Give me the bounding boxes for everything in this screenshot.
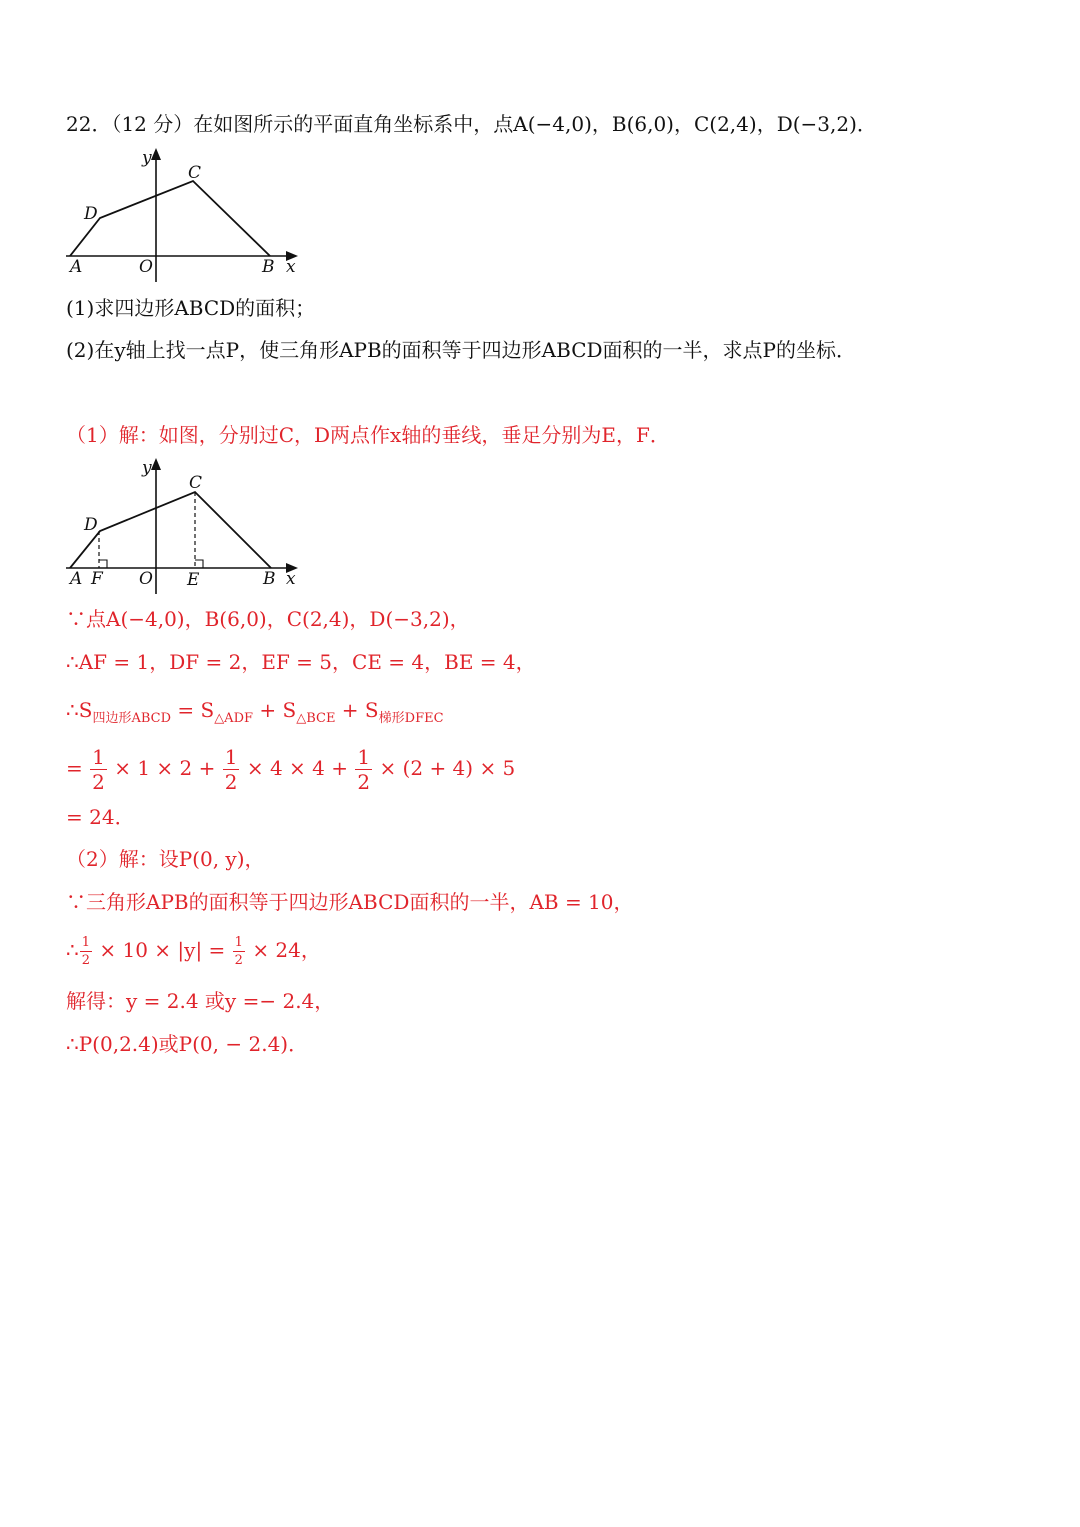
fraction-denominator: 2 [357, 770, 371, 794]
label-c: C [188, 163, 202, 183]
calc-term-2: × 4 × 4 + [246, 756, 348, 780]
fraction-denominator: 2 [81, 953, 91, 968]
solution-step-given: ∵点A(−4,0)，B(6,0)，C(2,4)，D(−3,2)， [66, 607, 470, 631]
fraction-numerator: 1 [81, 935, 91, 950]
figure-quadrilateral [62, 146, 307, 286]
label-x: x [286, 569, 296, 589]
fraction-numerator: 1 [224, 745, 238, 769]
solution-step-lengths: ∴AF = 1，DF = 2，EF = 5，CE = 4，BE = 4， [66, 650, 536, 674]
question-2: (2)在y轴上找一点P，使三角形APB的面积等于四边形ABCD面积的一半，求点P的坐标． [66, 338, 856, 362]
solution-part2-intro: （2）解：设P(0, y)， [66, 847, 265, 871]
solution-part2-equation [66, 930, 321, 970]
area-sub-trapezoid: 梯形DFEC [378, 711, 444, 726]
y-axis-arrow [151, 148, 161, 160]
label-e: E [187, 570, 200, 590]
problem-header: 22．（12 分）在如图所示的平面直角坐标系中，点A(−4,0)，B(6,0)，C(2,4)，D(−3,2)． [66, 112, 877, 136]
right-angle-e [195, 560, 203, 568]
quadrilateral-abcd [70, 181, 270, 256]
equation-middle: × 10 × |y| = [99, 938, 226, 962]
area-sub-quadrilateral: 四边形ABCD [92, 711, 171, 726]
area-eq: = S [171, 698, 215, 722]
label-f: F [91, 569, 103, 589]
fraction-half-1 [90, 747, 107, 792]
label-d: D [84, 204, 98, 224]
fraction-denominator: 2 [92, 770, 105, 794]
fraction-numerator: 1 [92, 745, 105, 769]
label-x: x [286, 257, 296, 277]
figure-quadrilateral-with-perpendiculars [62, 456, 307, 596]
label-c: C [189, 473, 203, 493]
solution-step-area-calc [66, 742, 515, 794]
calc-term-1: × 1 × 2 + [114, 756, 216, 780]
label-y: y [142, 148, 152, 168]
quadrilateral-abcd [70, 492, 271, 568]
question-1: (1)求四边形ABCD的面积； [66, 296, 316, 320]
calc-term-3: × (2 + 4) × 5 [379, 756, 516, 780]
equation-prefix: ∴ [66, 938, 79, 962]
label-a: A [70, 257, 83, 277]
fraction-half-left [80, 936, 92, 967]
equation-end: × 24， [252, 938, 321, 962]
solution-step-area-split [66, 696, 444, 733]
fraction-numerator: 1 [234, 935, 243, 950]
area-prefix: ∴S [66, 698, 93, 722]
solution-step-result: = 24． [66, 805, 135, 829]
solution-part2-solve: 解得：y = 2.4 或y =− 2.4， [66, 989, 335, 1013]
fraction-denominator: 2 [224, 770, 238, 794]
label-a: A [70, 569, 83, 589]
fraction-half-right [233, 936, 245, 967]
right-angle-f [99, 560, 107, 568]
label-o: O [139, 257, 153, 277]
fraction-numerator: 1 [357, 745, 371, 769]
area-plus-2: + S [335, 698, 379, 722]
area-plus-1: + S [253, 698, 297, 722]
label-b: B [262, 257, 275, 277]
solution-part2-answer: ∴P(0,2.4)或P(0, − 2.4)． [66, 1032, 309, 1056]
label-b: B [263, 569, 276, 589]
label-d: D [84, 515, 98, 535]
area-sub-triangle-bce: △BCE [296, 711, 336, 726]
solution-part2-condition: ∵三角形APB的面积等于四边形ABCD面积的一半，AB = 10， [66, 890, 634, 914]
fraction-half-3 [355, 747, 372, 792]
area-sub-triangle-adf: △ADF [214, 711, 254, 726]
fraction-denominator: 2 [234, 953, 243, 968]
fraction-half-2 [223, 747, 240, 792]
label-y: y [142, 458, 152, 478]
solution-intro: （1）解：如图，分别过C，D两点作x轴的垂线，垂足分别为E，F． [66, 423, 670, 447]
label-o: O [139, 569, 153, 589]
calc-eq: = [66, 756, 83, 780]
y-axis-arrow [151, 458, 161, 470]
